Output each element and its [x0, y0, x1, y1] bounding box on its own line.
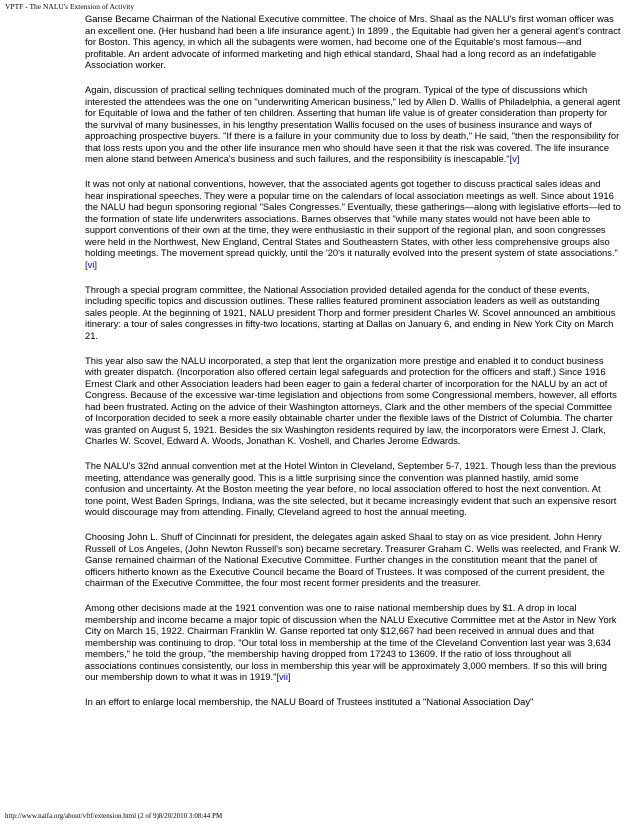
paragraph-7	[85, 531, 621, 589]
paragraph-6	[85, 460, 621, 518]
paragraph-text: This year also saw the NALU incorporated, a step that lent the organization more prestige and enabled it to conduct business with greater dispatch. (Incorporation also offered certain legal safeguards and protection for the officers and staff.) Since 1916 Ernest Clark and other Association leaders had been eager to gain a federal charter of incorporation for the NALU by an act of Congress. Because of the excessive war-time legislation and objections from some Congressional members, however, all efforts had been frustrated. Acting on the advice of their Washington attorneys, Clark and the other members of the special Committee of Incorporation decided to seek a more easily obtainable charter under the flexible laws of the District of Columbia. The charter was granted on August 5, 1921. Besides the six Washington residents required by law, the incorporators were Ernest J. Clark, Charles W. Scovel, Edward A. Woods, Jonathan K. Voshell, and Charles Jerome Edwards.	[85, 354, 617, 446]
paragraph-text: The NALU's 32nd annual convention met at the Hotel Winton in Cleveland, September 5-7, 1921. Though less than the previous meeting, attendance was generally good. This is a little surprising since the convention was planned hastily, amid some confusion and uncertainty. At the Boston meeting the year before, no local association offered to host the next convention. At tone point, West Baden Springs, Indiana, was the site selected, but it became increasingly evident that such an expensive resort would discourage may from attending. Finally, Cleveland agreed to host the annual meeting.	[85, 460, 617, 517]
paragraph-text: Choosing John L. Shuff of Cincinnati for president, the delegates again asked Shaal to stay on as vice president. John Henry Russell of Los Angeles, (John Newton Russell's son) became secretary. Treasurer Graham C. Wells was reelected, and Frank W. Ganse remained chairman of the National Executive Committee. Further changes in the constitution meant that the panel of officers hitherto known as the Executive Council became the Board of Trustees. It was composed of the current president, the chairman of the Executive Committee, the four most recent former presidents and the treasurer.	[85, 531, 621, 588]
footnote-link-v[interactable]: [v]	[509, 153, 520, 164]
paragraph-text: In an effort to enlarge local membership, the NALU Board of Trustees instituted a "National Association Day"	[85, 696, 534, 707]
paragraph-1	[85, 13, 621, 71]
paragraph-text: Through a special program committee, the National Association provided detailed agenda for the conduct of these events, including specific topics and discussion outlines. These rallies featured prominent association leaders as well as outstanding sales people. At the beginning of 1921, NALU president Thorp and former president Charles W. Scovel announced an ambitious itinerary: a tour of sales congresses in fifty-two locations, starting at Dallas on January 6, and ending in New York City on March 21.	[85, 283, 616, 341]
paragraph-text: Again, discussion of practical selling techniques dominated much of the program. Typical of the type of discussions which interested the attendees was the one on "underwriting American business," led by Allen D. Wallis of Philadelphia, a general agent for Equitable of Iowa and the father of ten children. Asserting that human life value is of greater consideration than property for the survival of many businesses, in his lengthy presentation Wallis focused on the uses of business insurance and ways of approaching prospective buyers. "If there is a failure in your community due to loss by death," He said, "then the responsibility for that loss rests upon you and the other life insurance men who should have seen it that the risk was covered. The life insurance men alone stand between America's business and such failures, and the responsibility is inescapable."	[85, 84, 621, 164]
paragraph-9	[85, 696, 621, 708]
paragraph-4	[85, 284, 621, 342]
article-body	[85, 13, 621, 721]
paragraph-text: It was not only at national conventions, however, that the associated agents got together to discuss practical sales ideas and hear inspirational speeches. They were a popular time on the calendars of local association meetings as well. Since about 1916 the NALU had begun sponsoring regional "Sales Congresses." Eventually, these gatherings—along with legislative efforts—led to the formation of state life underwriters associations. Barnes observes that "while many states would not have been able to support conventions of their own at the time, they were enthusiastic in their support of the regional plan, and soon congresses were held in the Northwest, New England, Central States and Southeastern States, with other less comprehensive groups also holding meetings. The movement spread quickly, until the '20's it naturally evolved into the present system of state associations."	[85, 178, 621, 258]
page-footer-url: http://www.naifa.org/about/vftf/extension.html (2 of 9)8/20/2010 3:08:44 PM	[5, 812, 223, 820]
paragraph-text: Among other decisions made at the 1921 convention was one to raise national membership dues by $1. A drop in local membership and income became a major topic of discussion when the NALU Executive Committee met at the Astor in New York City on March 15, 1922. Chairman Franklin W. Ganse reported tat only $12,667 had been received in annual dues and that membership was continuing to drop. "Our total loss in membership at the time of the Cleveland Convention last year was 3,634 members," he told the group, "the membership having dropped from 17243 to 13609. If the ratio of loss throughout all associations continues consistently, our loss in membership this year will be approximately 3,000 members. If so this will bring our membership down to what it was in 1919."	[85, 602, 617, 682]
paragraph-3	[85, 178, 621, 270]
paragraph-text: Ganse Became Chairman of the National Executive committee. The choice of Mrs. Shaal as the NALU's first woman officer was an excellent one. (Her husband had been a life insurance agent.) In 1899 , the Equitable had given her a general agent's contract for Boston. This agency, in which all the subagents were women, had become one of the Equitable's most famous—and profitable. An ardent advocate of informed marketing and high ethical standard, Shaal had a long record as an indefatigable Association worker.	[85, 13, 621, 70]
paragraph-2	[85, 84, 621, 165]
footnote-link-vi[interactable]: [vi]	[85, 258, 97, 270]
paragraph-5	[85, 355, 621, 447]
footnote-link-vii[interactable]: [vii]	[276, 671, 291, 682]
paragraph-8	[85, 602, 621, 683]
page-header-title: VPTF - The NALU's Extension of Activity	[5, 2, 135, 11]
